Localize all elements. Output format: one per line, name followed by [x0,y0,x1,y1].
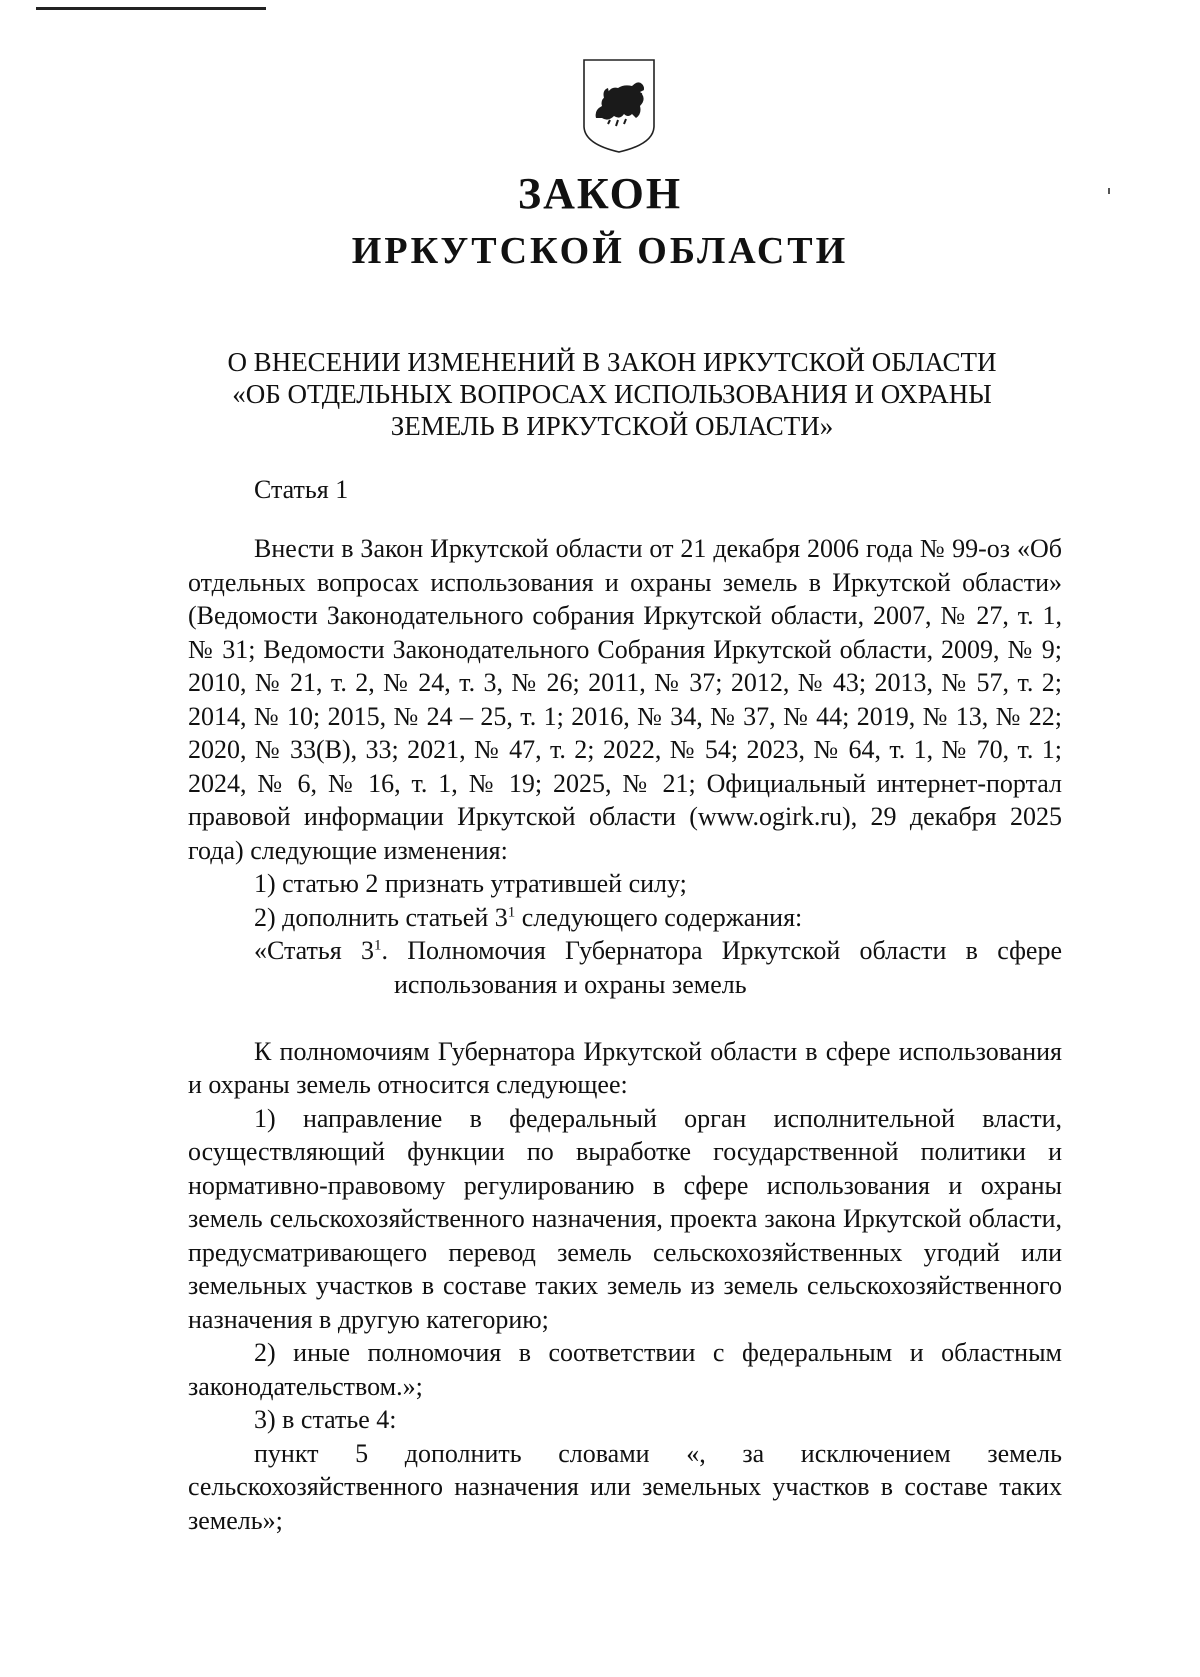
quoted-text: «Статья 3 [254,936,374,965]
law-heading-line: О ВНЕСЕНИИ ИЗМЕНЕНИЙ В ЗАКОН ИРКУТСКОЙ ОБЛАСТИ [227,347,997,377]
law-heading-line: ЗЕМЕЛЬ В ИРКУТСКОЙ ОБЛАСТИ» [390,411,834,441]
law-heading-line: «ОБ ОТДЕЛЬНЫХ ВОПРОСАХ ИСПОЛЬЗОВАНИЯ И ОХРАНЫ [232,379,992,409]
quoted-text: . Полномочия Губернатора Иркутской области в сфере [381,936,1062,965]
superscript: 1 [373,937,382,954]
sable-coat-of-arms-icon [580,56,658,156]
intro-paragraph: Внести в Закон Иркутской области от 21 декабря 2006 года № 99-оз «Об отдельных вопросах использования и охраны земель в Иркутской области» (Ведомости Законодательного собрания Иркутской области, 2007, № 27, т. 1, № 31; Ведомости Законодательного Собрания Иркутской области, 2009, № 9; 2010, № 21, т. 2, № 24, т. 3, № 26; 2011, № 37; 2012, № 43; 2013, № 57, т. 2; 2014, № 10; 2015, № 24 – 25, т. 1; 2016, № 34, № 37, № 44; 2019, № 13, № 22; 2020, № 33(В), 33; 2021, № 47, т. 2; 2022, № 54; 2023, № 64, т. 1, № 70, т. 1; 2024, № 6, № 16, т. 1, № 19; 2025, № 21; Официальный интернет-портал правовой информации Иркутской области (www.ogirk.ru), 29 декабря 2025 года) следующие изменения: [188,534,1062,865]
powers-intro: К полномочиям Губернатора Иркутской области в сфере использования и охраны земель относится следующее: [188,1036,1062,1099]
list-item: 1) статью 2 признать утратившей силу; [254,869,687,898]
article-title: Статья 1 [254,475,349,504]
quoted-article-title-line [254,934,1062,968]
law-heading [200,346,1024,442]
power-item: 1) направление в федеральный орган исполнительной власти, осуществляющий функции по выработке государственной политики и нормативно-правовому регулированию в сфере использования и охраны земель сельскохозяйственного назначения, проекта закона Иркутской области, предусматривающего перевод земель сельскохозяйственных угодий или земельных участков в составе таких земель из земель сельскохозяйственного назначения в другую категорию; [188,1103,1062,1334]
scan-artifact-line [36,7,266,10]
document-subtitle: ИРКУТСКОЙ ОБЛАСТИ [351,230,849,272]
list-item: 3) в статье 4: [254,1405,397,1434]
power-item: 2) иные полномочия в соответствии с федеральным и областным законодательством.»; [188,1338,1062,1401]
superscript: 1 [507,903,516,920]
quoted-article-title-line: использования и охраны земель [394,969,747,999]
item-text: 2) дополнить статьей 3 [254,902,508,932]
document-title: ЗАКОН [517,169,683,218]
item-text: следующего содержания: [515,902,803,932]
list-item [188,901,1062,935]
amendment-text: пункт 5 дополнить словами «, за исключением земель сельскохозяйственного назначения или земельных участков в составе таких земель»; [188,1438,1062,1535]
article-body [188,532,1062,1537]
quoted-article-title [188,934,1062,1001]
